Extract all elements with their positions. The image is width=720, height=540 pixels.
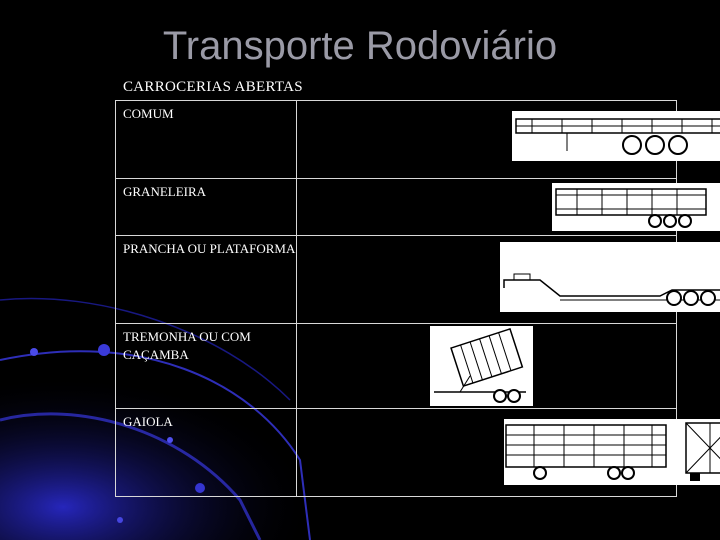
body-types-table	[115, 100, 677, 497]
row-label: GRANELEIRA	[116, 179, 297, 236]
row-label: COMUM	[116, 101, 297, 179]
flatbed-trailer-drawing	[512, 111, 720, 161]
table-row	[116, 179, 677, 236]
row-picture-cell	[297, 324, 677, 409]
row-picture-cell	[297, 409, 677, 497]
row-label: TREMONHA OU COM CAÇAMBA	[116, 324, 297, 409]
grain-trailer-drawing	[552, 183, 720, 231]
row-picture-cell	[297, 236, 677, 324]
slide-subtitle: CARROCERIAS ABERTAS	[123, 79, 303, 95]
lowbed-trailer-drawing	[500, 242, 720, 312]
row-picture-cell	[297, 179, 677, 236]
dump-trailer-drawing	[430, 326, 533, 406]
table-row	[116, 236, 677, 324]
row-label: PRANCHA OU PLATAFORMA	[116, 236, 297, 324]
table-row	[116, 409, 677, 497]
cage-trailer-drawing	[504, 419, 720, 485]
slide-title: Transporte Rodoviário	[162, 24, 558, 68]
row-label: GAIOLA	[116, 409, 297, 497]
table-row	[116, 101, 677, 179]
row-picture-cell	[297, 101, 677, 179]
table-row	[116, 324, 677, 409]
